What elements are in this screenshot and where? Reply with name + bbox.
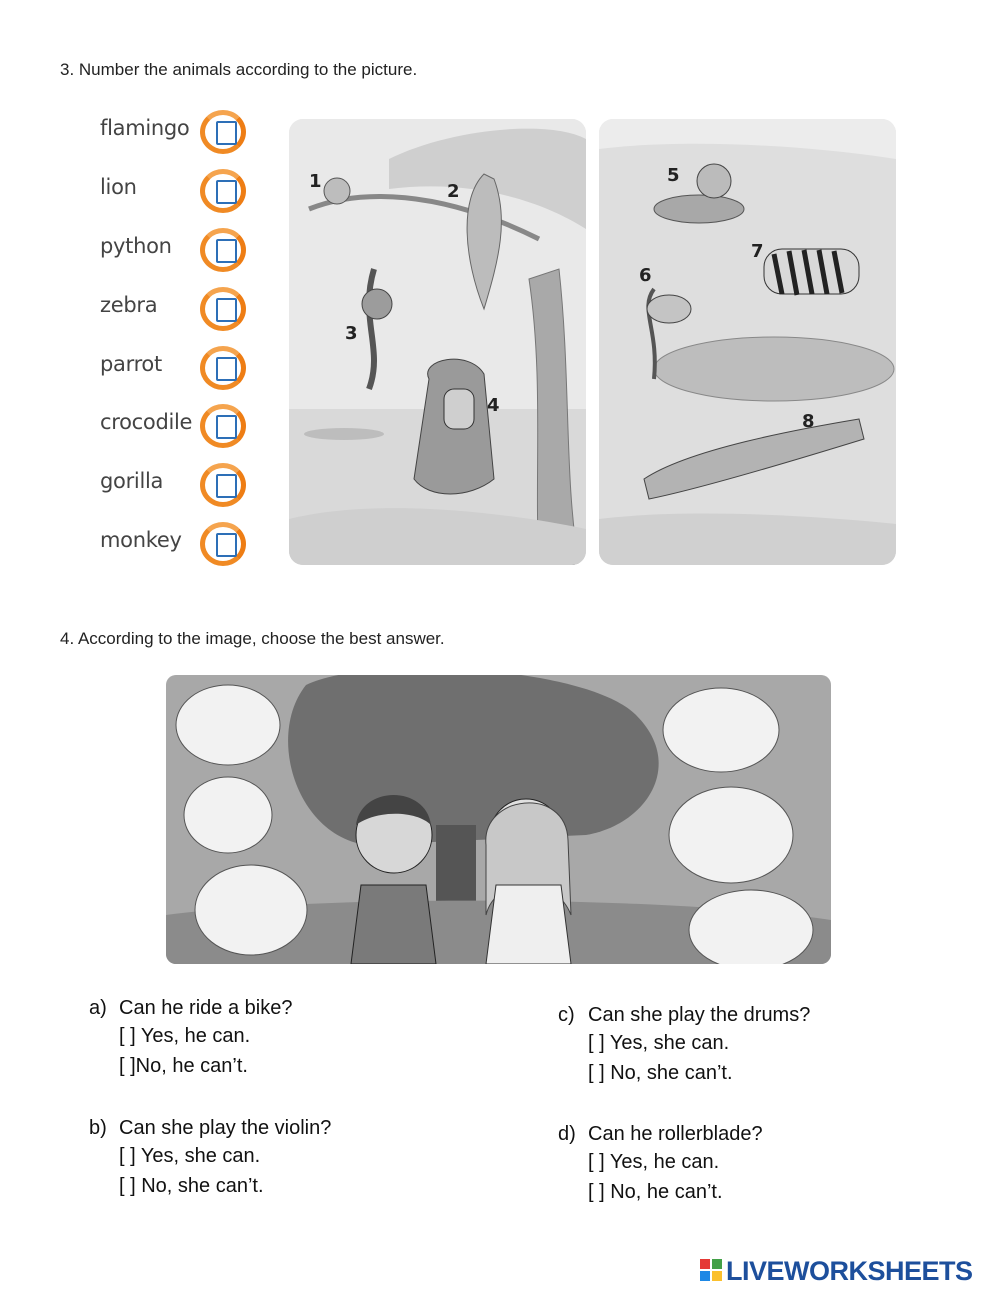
answer-ring bbox=[200, 287, 246, 331]
question-letter: a) bbox=[89, 997, 107, 1019]
picture-number-5: 5 bbox=[667, 165, 680, 186]
picture-number-4: 4 bbox=[487, 395, 500, 416]
question-text: Can she play the drums? bbox=[588, 1004, 811, 1026]
jungle-picture bbox=[289, 119, 586, 565]
animal-name: parrot bbox=[100, 352, 162, 376]
picture-number-2: 2 bbox=[447, 181, 460, 202]
animal-name: lion bbox=[100, 175, 137, 199]
animal-row-gorilla bbox=[100, 463, 250, 509]
option-yes[interactable]: [ ] Yes, she can. bbox=[588, 1032, 730, 1054]
question-text: Can he rollerblade? bbox=[588, 1123, 763, 1145]
question-letter: d) bbox=[558, 1123, 576, 1145]
answer-box-flamingo[interactable] bbox=[216, 121, 237, 145]
answer-ring bbox=[200, 346, 246, 390]
answer-ring bbox=[200, 522, 246, 566]
option-no[interactable]: [ ] No, she can’t. bbox=[119, 1175, 264, 1197]
answer-ring bbox=[200, 463, 246, 507]
picture-number-1: 1 bbox=[309, 171, 322, 192]
animal-row-zebra bbox=[100, 287, 250, 333]
picture-number-3: 3 bbox=[345, 323, 358, 344]
animal-name: python bbox=[100, 234, 172, 258]
answer-ring bbox=[200, 110, 246, 154]
animal-row-python bbox=[100, 228, 250, 274]
answer-ring bbox=[200, 169, 246, 213]
answer-box-monkey[interactable] bbox=[216, 533, 237, 557]
animal-row-lion bbox=[100, 169, 250, 215]
question-text: Can he ride a bike? bbox=[119, 997, 293, 1019]
question-letter: c) bbox=[558, 1004, 575, 1026]
answer-box-crocodile[interactable] bbox=[216, 415, 237, 439]
option-yes[interactable]: [ ] Yes, he can. bbox=[588, 1151, 720, 1173]
option-no[interactable]: [ ] No, he can’t. bbox=[588, 1181, 723, 1203]
question-d bbox=[558, 1123, 938, 1213]
picture-number-8: 8 bbox=[802, 411, 815, 432]
animal-name: zebra bbox=[100, 293, 158, 317]
option-yes[interactable]: [ ] Yes, he can. bbox=[119, 1025, 251, 1047]
section-3-heading: 3. Number the animals according to the picture. bbox=[60, 60, 418, 79]
brand-name: LIVEWORKSHEETS bbox=[726, 1256, 973, 1286]
animal-row-parrot bbox=[100, 346, 250, 392]
picture-number-7: 7 bbox=[751, 241, 764, 262]
option-no[interactable]: [ ]No, he can’t. bbox=[119, 1055, 248, 1077]
animal-row-crocodile bbox=[100, 404, 250, 450]
answer-ring bbox=[200, 228, 246, 272]
brand-mark-icon bbox=[700, 1259, 722, 1281]
answer-box-lion[interactable] bbox=[216, 180, 237, 204]
savanna-picture bbox=[599, 119, 896, 565]
answer-box-python[interactable] bbox=[216, 239, 237, 263]
question-c bbox=[558, 1004, 938, 1094]
animal-name: monkey bbox=[100, 528, 182, 552]
question-text: Can she play the violin? bbox=[119, 1117, 332, 1139]
option-no[interactable]: [ ] No, she can’t. bbox=[588, 1062, 733, 1084]
answer-box-parrot[interactable] bbox=[216, 357, 237, 381]
animal-row-monkey bbox=[100, 522, 250, 568]
picture-number-6: 6 bbox=[639, 265, 652, 286]
answer-box-zebra[interactable] bbox=[216, 298, 237, 322]
children-picture bbox=[166, 675, 831, 964]
option-yes[interactable]: [ ] Yes, she can. bbox=[119, 1145, 261, 1167]
answer-box-gorilla[interactable] bbox=[216, 474, 237, 498]
question-letter: b) bbox=[89, 1117, 107, 1139]
question-b bbox=[89, 1117, 469, 1207]
animal-name: gorilla bbox=[100, 469, 164, 493]
answer-ring bbox=[200, 404, 246, 448]
animal-name: flamingo bbox=[100, 116, 190, 140]
question-a bbox=[89, 997, 469, 1087]
animal-row-flamingo bbox=[100, 110, 250, 156]
section-4-heading: 4. According to the image, choose the best answer. bbox=[60, 629, 445, 648]
animal-name: crocodile bbox=[100, 410, 193, 434]
